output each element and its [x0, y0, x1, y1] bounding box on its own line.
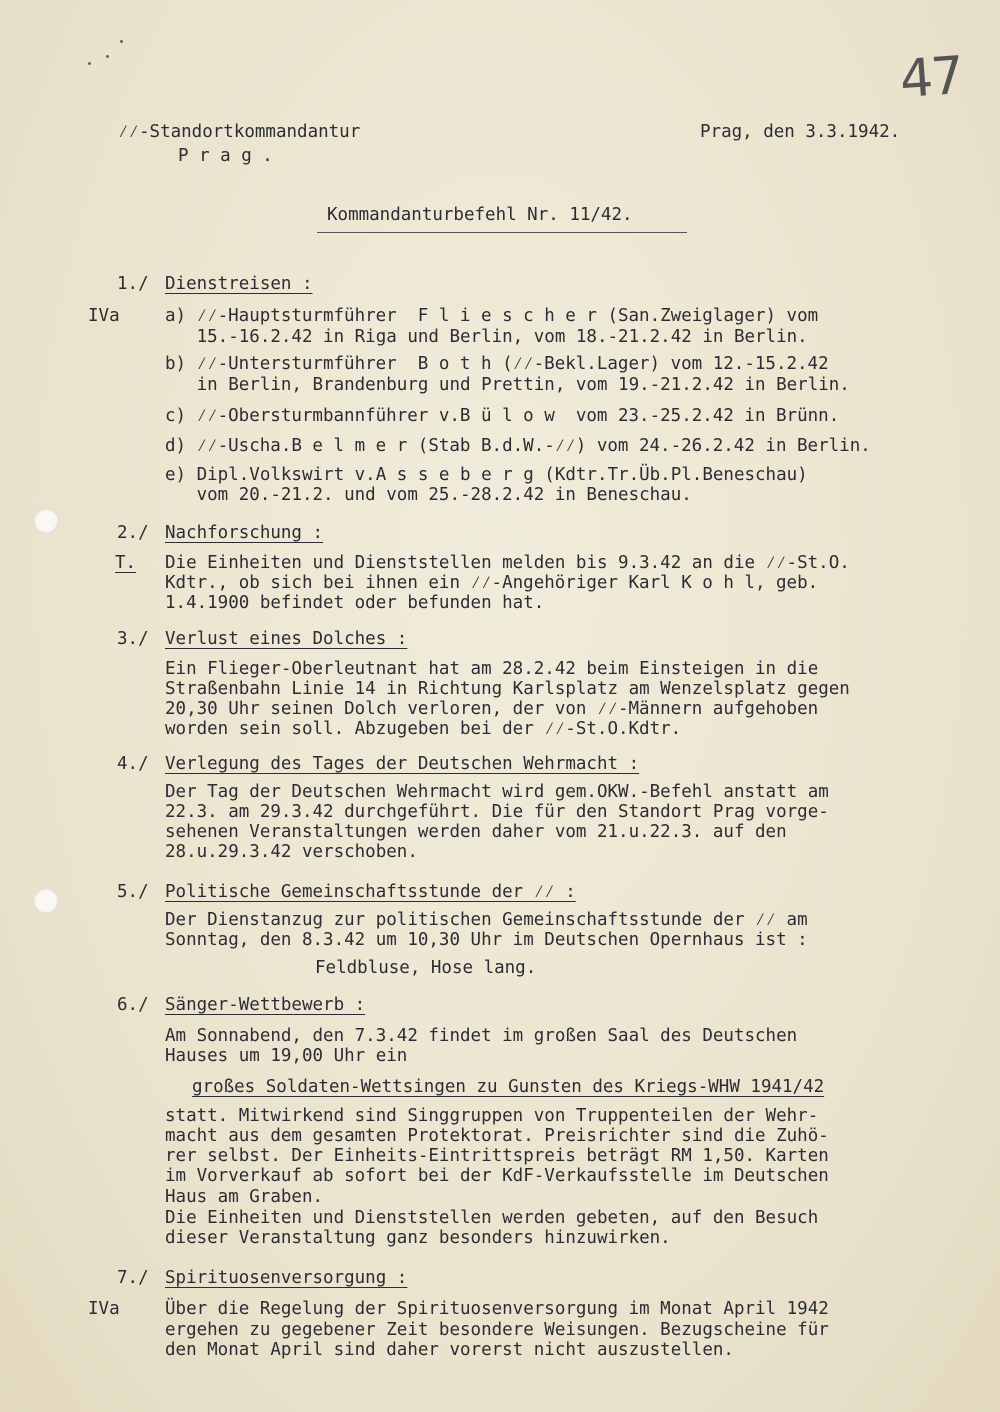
section-line: Am Sonnabend, den 7.3.42 findet im großen Saal des Deutschen — [165, 1026, 798, 1046]
section-line: 20,30 Uhr seinen Dolch verloren, der von ⁄⁄-Männern aufgehoben — [165, 699, 819, 719]
section-heading: Spirituosenversorgung : — [165, 1268, 408, 1288]
ink-speck — [120, 40, 123, 43]
section-line: im Vorverkauf ab sofort bei der KdF-Verkaufsstelle im Deutschen — [165, 1166, 829, 1186]
title-underline — [317, 232, 687, 233]
section-heading: Sänger-Wettbewerb : — [165, 995, 366, 1015]
section-line: 15.-16.2.42 in Riga und Berlin, vom 18.-21.2.42 in Berlin. — [165, 327, 808, 347]
section-line: Hauses um 19,00 Uhr ein — [165, 1046, 408, 1066]
section-number: 2./ — [117, 523, 149, 543]
office-city: P r a g . — [178, 146, 273, 166]
section-line: dieser Veranstaltung ganz besonders hinzuwirken. — [165, 1228, 671, 1248]
section-line: macht aus dem gesamten Protektorat. Preisrichter sind die Zuhö- — [165, 1126, 829, 1146]
section-line: sehenen Veranstaltungen werden daher vom 21.u.22.3. auf den — [165, 822, 787, 842]
section-line: worden sein soll. Abzugeben bei der ⁄⁄-St.O.Kdtr. — [165, 719, 682, 739]
section-heading: Verlegung des Tages der Deutschen Wehrmacht : — [165, 754, 640, 774]
section-line: 1.4.1900 befindet oder befunden hat. — [165, 593, 545, 613]
section-number: 5./ — [117, 882, 149, 902]
section-heading: Dienstreisen : — [165, 274, 313, 294]
section-line: Sonntag, den 8.3.42 um 10,30 Uhr im Deutschen Opernhaus ist : — [165, 930, 808, 950]
section-number: 4./ — [117, 754, 149, 774]
section-line: Feldbluse, Hose lang. — [315, 958, 537, 978]
section-line: vom 20.-21.2. und vom 25.-28.2.42 in Beneschau. — [165, 485, 692, 505]
margin-note: T. — [115, 553, 137, 573]
margin-note: IVa — [88, 306, 120, 326]
section-line: Über die Regelung der Spirituosenversorgung im Monat April 1942 — [165, 1299, 829, 1319]
section-line: 22.3. am 29.3.42 durchgeführt. Die für den Standort Prag vorge- — [165, 802, 829, 822]
section-line: 28.u.29.3.42 verschoben. — [165, 842, 418, 862]
ink-speck — [106, 55, 109, 58]
section-number: 1./ — [117, 274, 149, 294]
office-name: ⁄⁄-Standortkommandantur — [118, 122, 361, 142]
handwritten-page-number: 47 — [897, 45, 965, 111]
section-line: c) ⁄⁄-Obersturmbannführer v.B ü l o w vom 23.-25.2.42 in Brünn. — [165, 406, 840, 426]
section-number: 6./ — [117, 995, 149, 1015]
section-heading: Politische Gemeinschaftsstunde der ⁄⁄ : — [165, 882, 576, 902]
section-heading: Verlust eines Dolches : — [165, 629, 408, 649]
section-line: Die Einheiten und Dienststellen werden gebeten, auf den Besuch — [165, 1208, 819, 1228]
order-title: Kommandanturbefehl Nr. 11/42. — [327, 205, 633, 225]
section-line: Kdtr., ob sich bei ihnen ein ⁄⁄-Angehöriger Karl K o h l, geb. — [165, 573, 819, 593]
section-number: 7./ — [117, 1268, 149, 1288]
section-line: d) ⁄⁄-Uscha.B e l m e r (Stab B.d.W.-⁄⁄) vom 24.-26.2.42 in Berlin. — [165, 436, 871, 456]
section-line: ergehen zu gegebener Zeit besondere Weisungen. Bezugscheine für — [165, 1320, 829, 1340]
ink-speck — [88, 62, 91, 65]
section-line: b) ⁄⁄-Untersturmführer B o t h (⁄⁄-Bekl.Lager) vom 12.-15.2.42 — [165, 354, 829, 374]
section-line: Ein Flieger-Oberleutnant hat am 28.2.42 beim Einsteigen in die — [165, 659, 819, 679]
section-line: in Berlin, Brandenburg und Prettin, vom 19.-21.2.42 in Berlin. — [165, 375, 850, 395]
section-line: den Monat April sind daher vorerst nicht auszustellen. — [165, 1340, 734, 1360]
section-line: e) Dipl.Volkswirt v.A s s e b e r g (Kdtr.Tr.Üb.Pl.Beneschau) — [165, 465, 808, 485]
section-line: Die Einheiten und Dienststellen melden bis 9.3.42 an die ⁄⁄-St.O. — [165, 553, 850, 573]
section-line: Der Dienstanzug zur politischen Gemeinschaftsstunde der ⁄⁄ am — [165, 910, 808, 930]
section-line: rer selbst. Der Einheits-Eintrittspreis beträgt RM 1,50. Karten — [165, 1146, 829, 1166]
section-heading: Nachforschung : — [165, 523, 324, 543]
section-line: a) ⁄⁄-Hauptsturmführer F l i e s c h e r (San.Zweiglager) vom — [165, 306, 819, 326]
event-highlight: großes Soldaten-Wettsingen zu Gunsten des Kriegs-WHW 1941/42 — [192, 1077, 825, 1097]
punch-hole-top — [33, 508, 59, 534]
punch-hole-bottom — [33, 888, 59, 914]
section-line: Haus am Graben. — [165, 1187, 324, 1207]
section-line: Der Tag der Deutschen Wehrmacht wird gem.OKW.-Befehl anstatt am — [165, 782, 829, 802]
section-line: Straßenbahn Linie 14 in Richtung Karlsplatz am Wenzelsplatz gegen — [165, 679, 850, 699]
section-line: statt. Mitwirkend sind Singgruppen von Truppenteilen der Wehr- — [165, 1106, 819, 1126]
section-number: 3./ — [117, 629, 149, 649]
margin-note: IVa — [88, 1299, 120, 1319]
place-date: Prag, den 3.3.1942. — [700, 122, 901, 142]
